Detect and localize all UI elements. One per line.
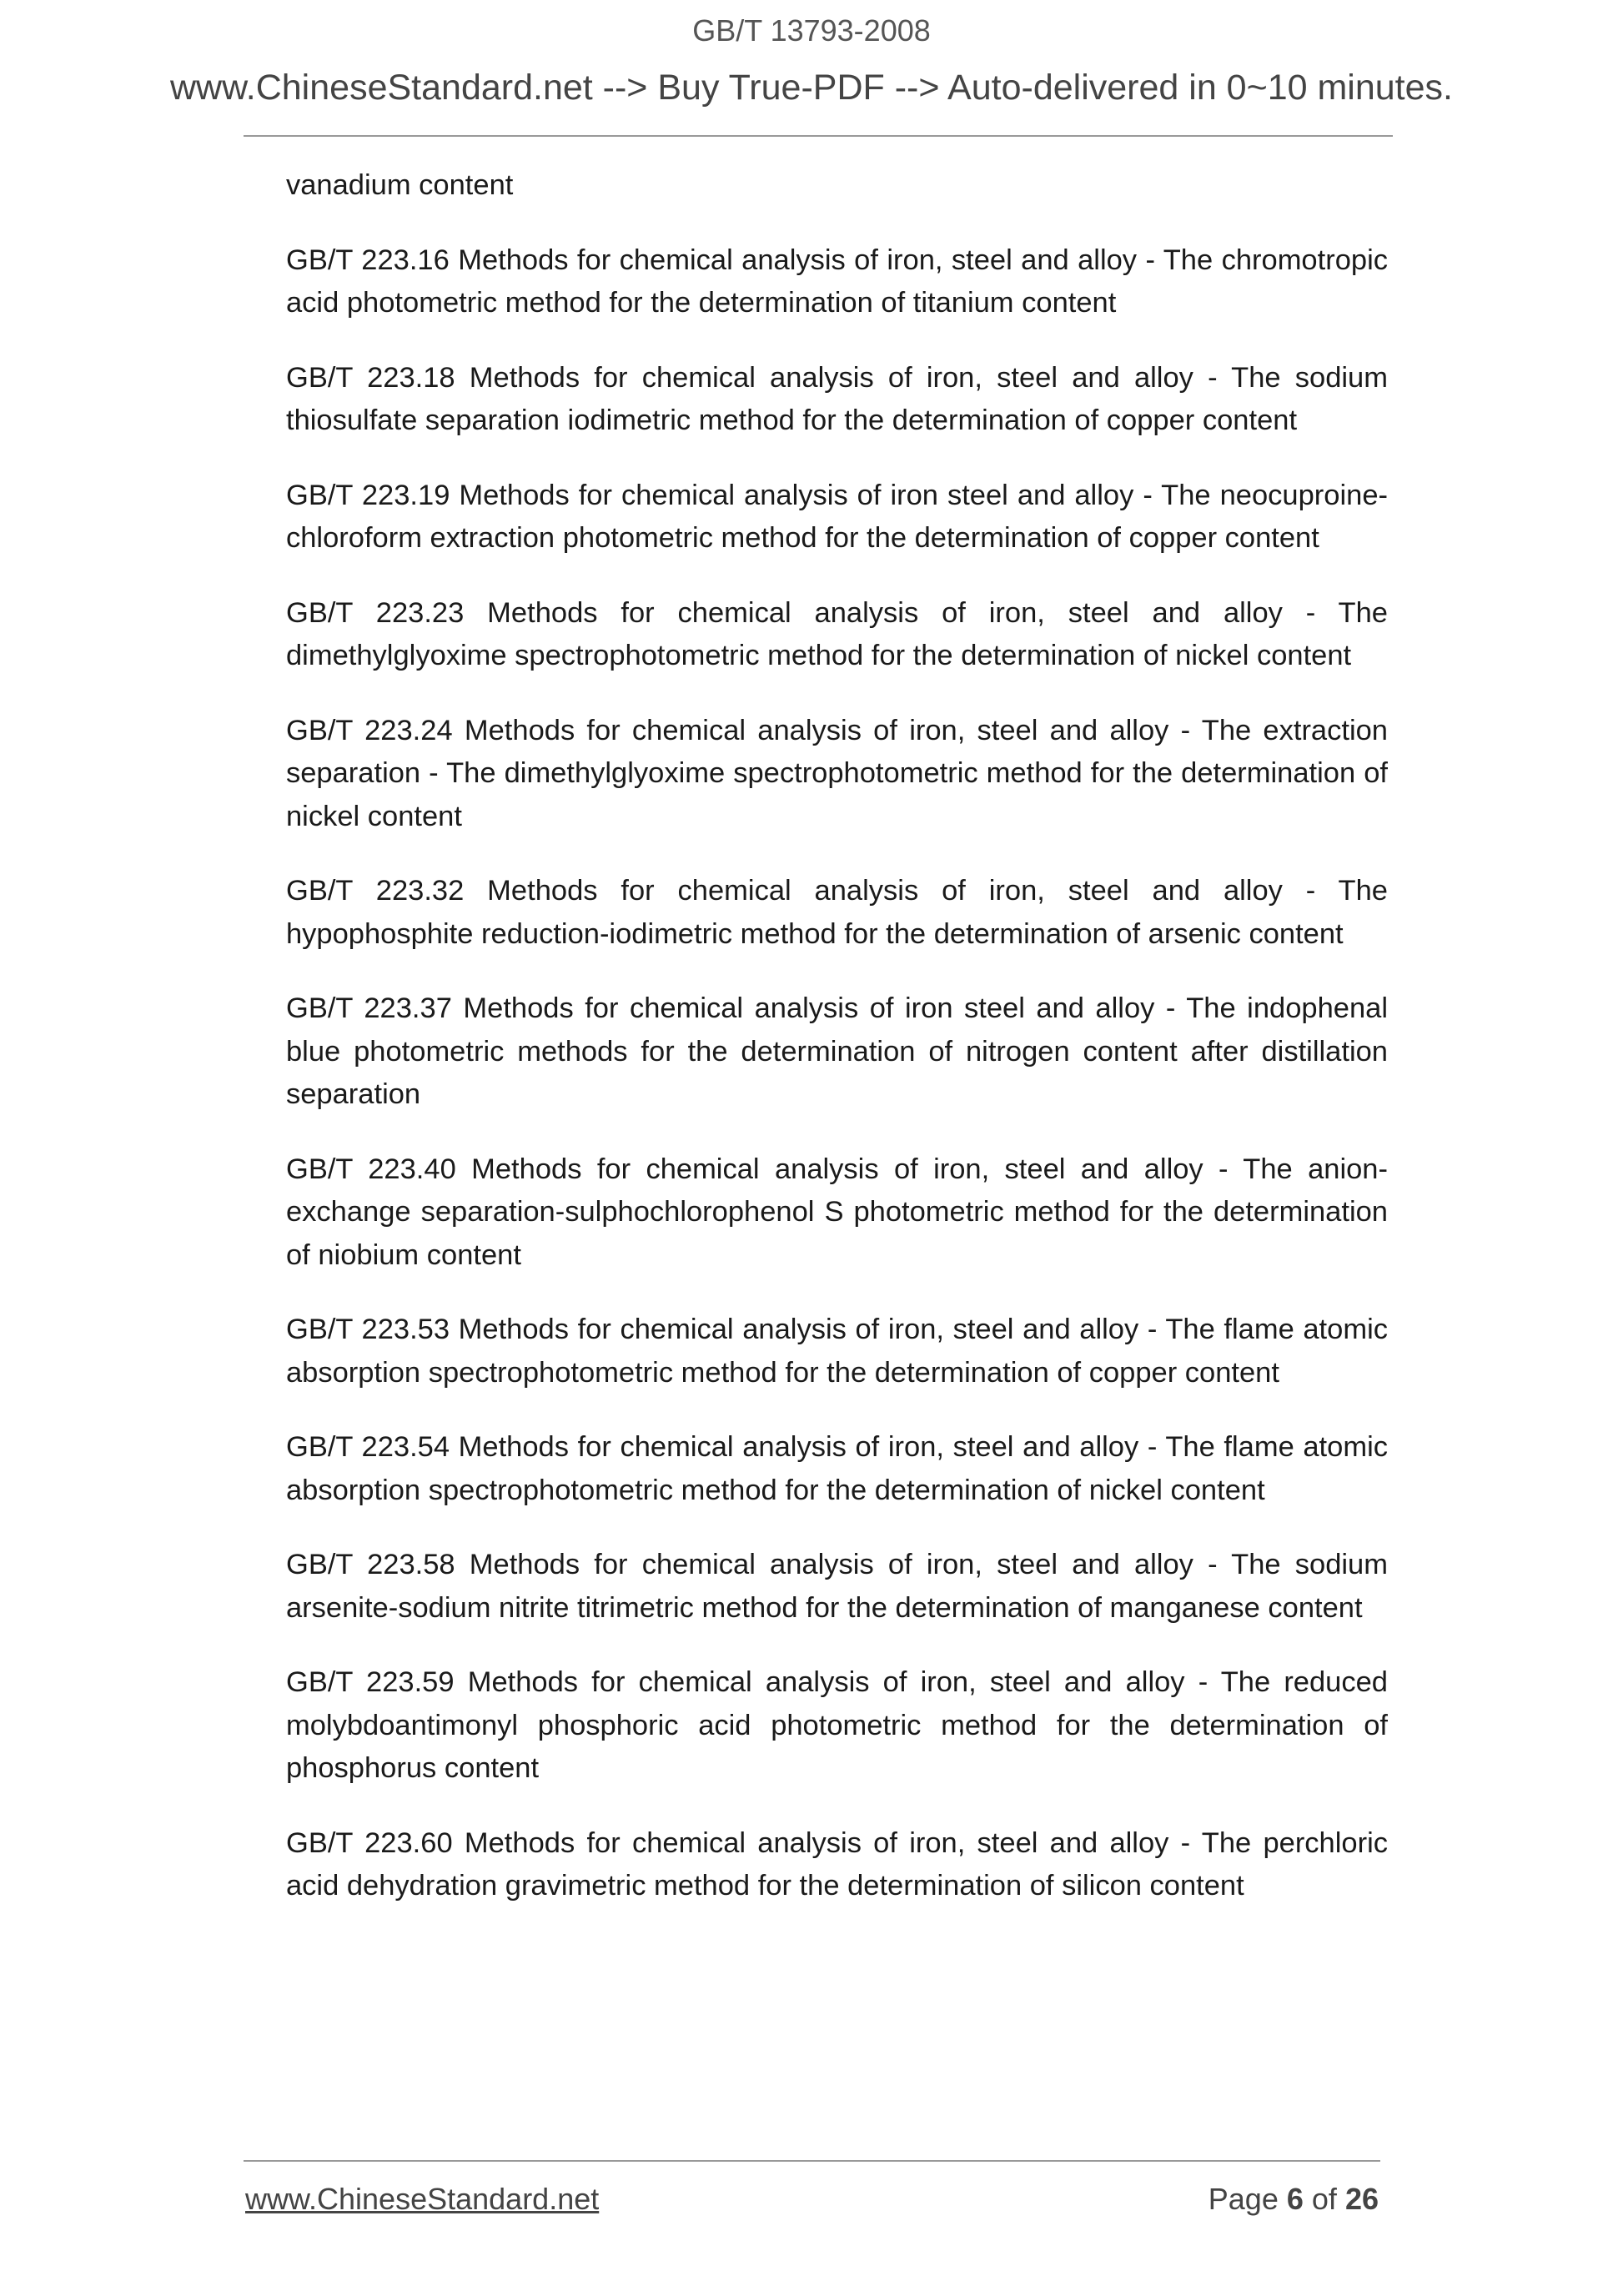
header-banner: www.ChineseStandard.net --> Buy True-PDF --> Auto-delivered in 0~10 minutes. — [169, 68, 1453, 108]
paragraph: GB/T 223.40 Methods for chemical analysis of iron, steel and alloy - The anion-exchange separation-sulphochlorophenol S photometric method for the determination of niobium content — [286, 1153, 1388, 1271]
page-total: 26 — [1344, 2182, 1379, 2216]
paragraph: GB/T 223.24 Methods for chemical analysis of iron, steel and alloy - The extraction separation - The dimethylglyoxime spectrophotometric method for the determination of nickel content — [286, 714, 1388, 832]
paragraph: vanadium content — [286, 169, 514, 201]
paragraph: GB/T 223.53 Methods for chemical analysis of iron, steel and alloy - The flame atomic absorption spectrophotometric method for the determination of copper content — [286, 1314, 1388, 1389]
paragraph: GB/T 223.19 Methods for chemical analysis of iron steel and alloy - The neocuproine-chloroform extraction photometric method for the determination of copper content — [286, 479, 1388, 554]
page-of: of — [1311, 2182, 1337, 2216]
paragraph: GB/T 223.23 Methods for chemical analysis of iron, steel and alloy - The dimethylglyoxime spectrophotometric method for the determination of nickel content — [286, 596, 1388, 671]
standard-number: GB/T 13793-2008 — [692, 13, 931, 48]
paragraph: GB/T 223.32 Methods for chemical analysis of iron, steel and alloy - The hypophosphite reduction-iodimetric method for the determination of arsenic content — [286, 875, 1388, 950]
paragraph: GB/T 223.37 Methods for chemical analysis of iron steel and alloy - The indophenal blue photometric methods for the determination of nitrogen content after distillation separation — [286, 992, 1388, 1110]
document-body — [286, 164, 1388, 1940]
page-indicator — [1208, 2182, 1379, 2217]
paragraph: GB/T 223.16 Methods for chemical analysis of iron, steel and alloy - The chromotropic acid photometric method for the determination of titanium content — [286, 244, 1388, 319]
paragraph: GB/T 223.18 Methods for chemical analysis of iron, steel and alloy - The sodium thiosulfate separation iodimetric method for the determination of copper content — [286, 361, 1388, 436]
header-divider — [244, 135, 1393, 137]
paragraph: GB/T 223.58 Methods for chemical analysis of iron, steel and alloy - The sodium arsenite-sodium nitrite titrimetric method for the determination of manganese content — [286, 1549, 1388, 1624]
paragraph: GB/T 223.59 Methods for chemical analysis of iron, steel and alloy - The reduced molybdoantimonyl phosphoric acid photometric method for the determination of phosphorus content — [286, 1666, 1388, 1784]
page-current: 6 — [1286, 2182, 1304, 2216]
footer-divider — [244, 2160, 1380, 2162]
footer-site-link[interactable]: www.ChineseStandard.net — [245, 2182, 600, 2216]
paragraph: GB/T 223.54 Methods for chemical analysis of iron, steel and alloy - The flame atomic absorption spectrophotometric method for the determination of nickel content — [286, 1431, 1388, 1506]
paragraph: GB/T 223.60 Methods for chemical analysis of iron, steel and alloy - The perchloric acid dehydration gravimetric method for the determination of silicon content — [286, 1826, 1388, 1902]
page-prefix: Page — [1208, 2182, 1279, 2216]
